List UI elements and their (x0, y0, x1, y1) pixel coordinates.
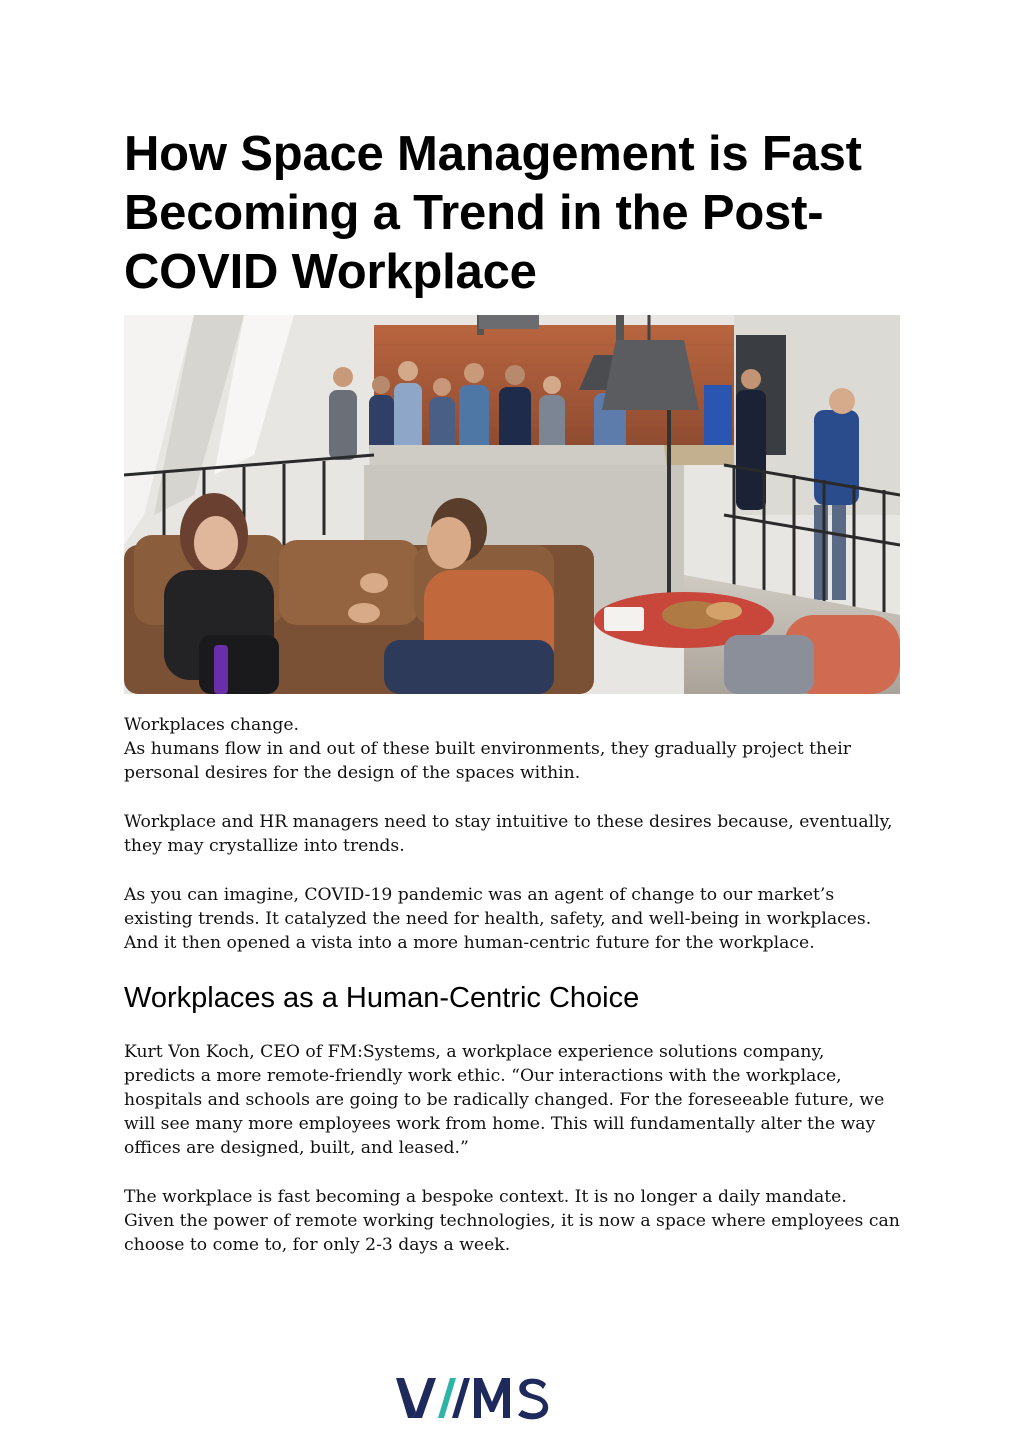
section-heading: Workplaces as a Human-Centric Choice (124, 982, 640, 1014)
article-header (124, 125, 900, 302)
paragraph-managers: Workplace and HR managers need to stay intuitive to these desires because, eventually, they may crystallize into trends. (124, 812, 893, 856)
paragraph-intro-line2: As humans flow in and out of these built environments, they gradually project their personal desires for the design of the spaces within. (124, 739, 852, 783)
article-title: How Space Management is Fast Becoming a Trend in the Post-COVID Workplace (124, 127, 862, 299)
paragraph-intro (124, 713, 900, 785)
paragraph-covid: As you can imagine, COVID-19 pandemic was an agent of change to our market’s existing trends. It catalyzed the need for health, safety, and well-being in workplaces. And it then opened a vista into a more human-centric future for the workplace. (124, 885, 872, 953)
paragraph-quote: Kurt Von Koch, CEO of FM:Systems, a workplace experience solutions company, predicts a more remote-friendly work ethic. “Our interactions with the workplace, hospitals and schools are going to be radically changed. For the foreseeable future, we will see many more employees work from home. This will fundamentally alter the way offices are designed, built, and leased.” (124, 1042, 885, 1158)
vams-logo (394, 1374, 554, 1422)
paragraph-intro-line1: Workplaces change. (124, 715, 299, 735)
office-photo-icon (124, 315, 900, 694)
vams-logo-icon (394, 1374, 554, 1422)
paragraph-bespoke: The workplace is fast becoming a bespoke context. It is no longer a daily mandate. Given the power of remote working technologies, it is now a space where employees can choose to come to, for only 2-3 days a week. (124, 1187, 900, 1255)
hero-image (124, 315, 900, 694)
